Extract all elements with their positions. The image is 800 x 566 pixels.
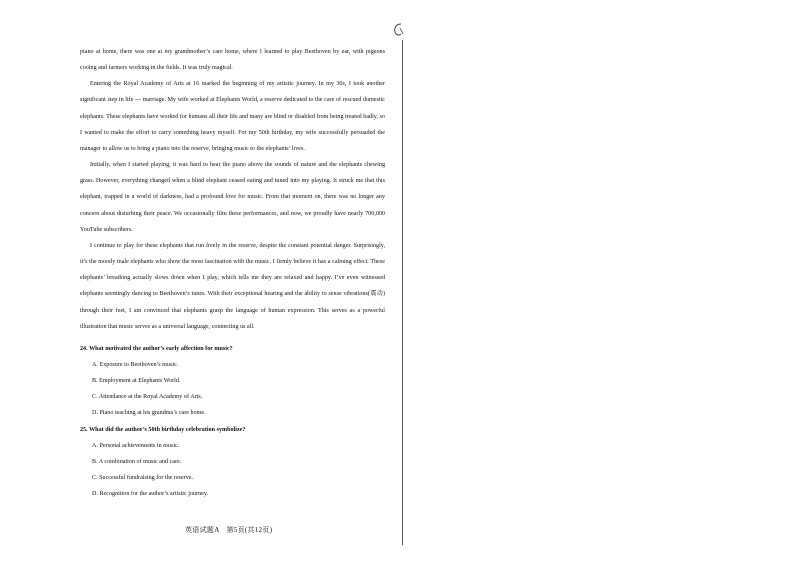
- option-item[interactable]: D. Piano teaching at his grandma’s care home.: [92, 410, 206, 417]
- question-text: 24. What motivated the author’s early affection for music?: [80, 345, 233, 352]
- reading-passage: [80, 44, 385, 502]
- page-footer: 英语试题A 第5页(共12页): [185, 526, 273, 534]
- option-item[interactable]: B. Employment at Elephants World.: [92, 378, 181, 385]
- passage-paragraph-1: piano at home, there was one at my grandmother’s care home, where I learned to play Beethoven by ear, with pigeons cooing and farmers working in the fields. It was truly magical.: [80, 49, 385, 72]
- column-divider: [402, 40, 403, 545]
- passage-paragraph-3: Initially, when I started playing, it was hard to hear the piano above the sounds of nature and the elephants chewing grass. However, everything changed when a blind elephant ceased eating and tuned into my playing. It struck me that this elephant, trapped in a world of darkness, had a profound love for music. From that moment on, there was no longer any concern about disturbing their peace. We occasionally film these performances, and now, we proudly have nearly 700,000 YouTube subscribers.: [80, 162, 385, 233]
- passage-paragraph-2: Entering the Royal Academy of Arts at 16 marked the beginning of my artistic journey. In my 30s, I took another significant step in life — marriage. My wife worked at Elephants World, a reserve dedicated to the care of rescued domestic elephants. These elephants have worked for humans all their life and many are blind or disabled from being treated badly, so I wanted to make the effort to carry something heavy myself. For my 50th birthday, my wife successfully persuaded the manager to allow us to bring a piano into the reserve, bringing music to the elephants’ lives.: [80, 81, 385, 152]
- option-item[interactable]: C. Attendance at the Royal Academy of Arts.: [92, 394, 203, 401]
- option-item[interactable]: A. Exposure to Beethoven’s music.: [92, 361, 179, 368]
- option-item[interactable]: B. A combination of music and care.: [92, 458, 182, 465]
- options-list: [80, 438, 385, 503]
- question-25: [80, 422, 385, 503]
- option-item[interactable]: D. Recognition for the author’s artistic journey.: [92, 491, 209, 498]
- option-item[interactable]: A. Personal achievements in music.: [92, 442, 180, 449]
- option-item[interactable]: C. Successful fundraising for the reserve.: [92, 475, 194, 482]
- question-24: [80, 341, 385, 422]
- passage-paragraph-4: I continue to play for these elephants that run freely in the reserve, despite the constant potential danger. Surprisingly, it’s the moody male elephants who show the most fascination with the music. I firmly believe it has a calming effect. These elephants’ breathing actually slows down when I play, which tells me they are relaxed and happy. I’ve even witnessed elephants seemingly dancing to Beethoven’s tunes. With their exceptional hearing and the ability to sense vibrations(震动) through their feet, I am convinced that elephants grasp the language of human expression. This serves as a powerful illustration that music serves as a universal language, connecting us all.: [80, 242, 385, 330]
- scan-mark-icon: [392, 22, 406, 38]
- options-list: [80, 357, 385, 422]
- question-text: 25. What did the author’s 50th birthday celebration symbolize?: [80, 426, 246, 433]
